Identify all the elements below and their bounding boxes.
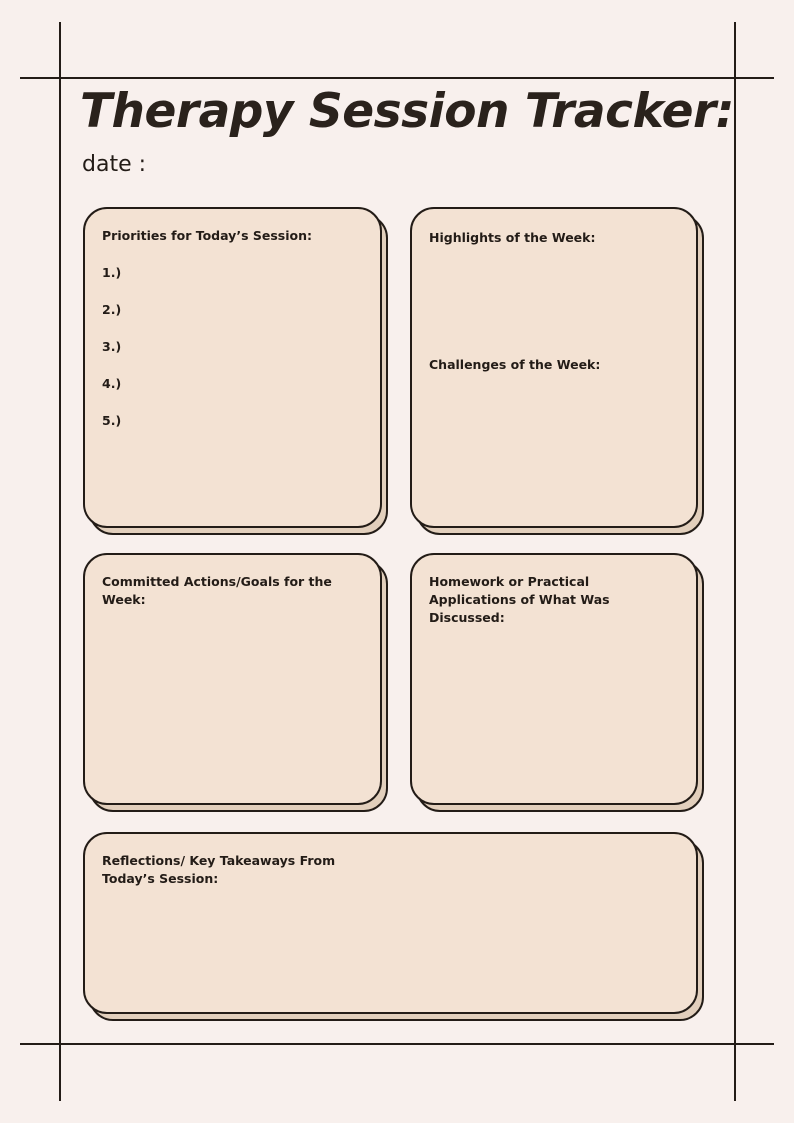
actions-card: [83, 553, 382, 805]
top-divider-line: [20, 77, 774, 79]
actions-title: Committed Actions/Goals for the Week:: [102, 574, 332, 607]
week-card-body: [410, 207, 698, 528]
actions-card-body: [83, 553, 382, 805]
highlights-label: Highlights of the Week:: [429, 230, 596, 245]
homework-card: [410, 553, 698, 805]
priority-item-2: 2.): [102, 302, 122, 317]
priorities-card: [83, 207, 382, 528]
priority-item-5: 5.): [102, 413, 122, 428]
priorities-title: Priorities for Today’s Session:: [102, 228, 312, 243]
bottom-divider-line: [20, 1043, 774, 1045]
date-label: date :: [82, 152, 147, 177]
left-divider-line: [59, 22, 61, 1101]
challenges-label: Challenges of the Week:: [429, 357, 601, 372]
reflections-card-body: [83, 832, 698, 1014]
priority-item-1: 1.): [102, 265, 122, 280]
priority-item-3: 3.): [102, 339, 122, 354]
reflections-card: [83, 832, 698, 1014]
priorities-list: [102, 264, 363, 449]
homework-title: Homework or Practical Applications of What Was Discussed:: [429, 574, 610, 625]
priorities-card-body: [83, 207, 382, 528]
week-card: [410, 207, 698, 528]
page-title: Therapy Session Tracker:: [80, 84, 734, 139]
reflections-title: Reflections/ Key Takeaways From Today’s Session:: [102, 853, 336, 886]
right-divider-line: [734, 22, 736, 1101]
homework-card-body: [410, 553, 698, 805]
priority-item-4: 4.): [102, 376, 122, 391]
